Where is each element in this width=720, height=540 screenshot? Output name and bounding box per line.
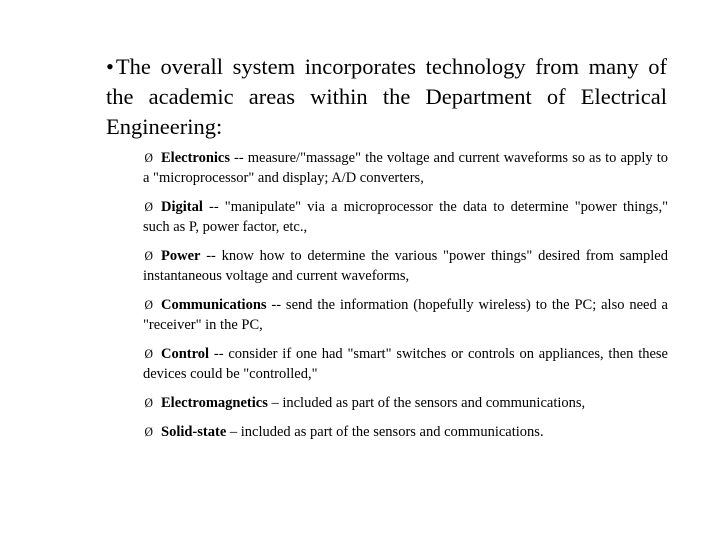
arrow-bullet-icon: Ø	[144, 150, 153, 165]
item-term: Digital	[161, 199, 203, 215]
item-description: -- measure/"massage" the voltage and current waveforms so as to apply to a "microprocessor" and display; A/D converters,	[143, 150, 668, 186]
item-term: Solid-state	[161, 424, 227, 440]
arrow-bullet-icon: Ø	[144, 297, 153, 312]
arrow-bullet-icon: Ø	[144, 395, 153, 410]
list-item-electromagnetics	[143, 393, 668, 413]
list-item-digital	[143, 197, 668, 237]
item-description: -- consider if one had "smart" switches or controls on appliances, then these devices could be "controlled,"	[143, 346, 668, 382]
arrow-bullet-icon: Ø	[144, 248, 153, 263]
item-term: Electronics	[161, 150, 230, 166]
item-term: Communications	[161, 297, 267, 313]
item-description: -- "manipulate" via a microprocessor the data to determine "power things," such as P, power factor, etc.,	[143, 199, 668, 235]
arrow-bullet-icon: Ø	[144, 346, 153, 361]
arrow-bullet-icon: Ø	[144, 199, 153, 214]
list-item-solid-state	[143, 422, 668, 442]
bullet-icon: •	[106, 54, 114, 79]
main-bullet-text: The overall system incorporates technology from many of the academic areas within the Department of Electrical Engineering:	[106, 54, 667, 139]
item-term: Electromagnetics	[161, 395, 268, 411]
list-item-control	[143, 344, 668, 384]
item-term: Control	[161, 346, 210, 362]
main-bullet	[106, 52, 667, 142]
list-item-electronics	[143, 148, 668, 188]
item-term: Power	[161, 248, 201, 264]
item-description: – included as part of the sensors and communications,	[267, 395, 586, 411]
list-item-power	[143, 246, 668, 286]
item-description: -- send the information (hopefully wireless) to the PC; also need a "receiver" in the PC,	[143, 297, 668, 333]
item-description: -- know how to determine the various "power things" desired from sampled instantaneous voltage and current waveforms,	[143, 248, 668, 284]
item-description: – included as part of the sensors and communications.	[226, 424, 544, 440]
list-item-communications	[143, 295, 668, 335]
arrow-bullet-icon: Ø	[144, 424, 153, 439]
sub-bullet-list	[143, 148, 668, 451]
